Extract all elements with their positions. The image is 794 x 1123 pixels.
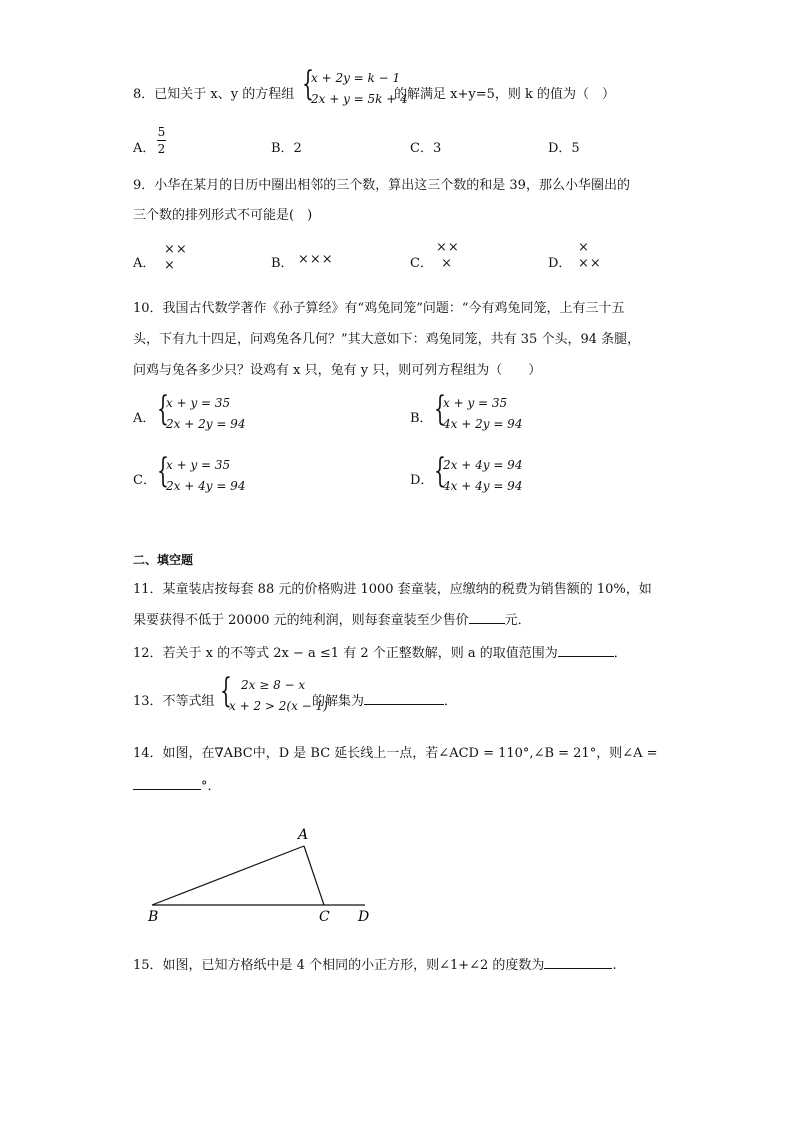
q9-option-c-marks: ×× ×: [436, 240, 460, 271]
q11-line1: 11．某童装店按每套 88 元的价格购进 1000 套童装，应缴纳的税费为销售额的 10%，如: [133, 582, 652, 597]
brace-icon: {: [220, 671, 232, 711]
q13-end: ．: [444, 694, 458, 709]
q9-option-c-label: C．: [410, 256, 433, 271]
q14-triangle-figure: [140, 822, 400, 932]
brace-icon: {: [302, 64, 314, 104]
q8-eq1: x + 2y = k − 1: [311, 71, 401, 85]
q10-option-c-label: C．: [133, 473, 156, 488]
q9-option-a-marks: ×× ×: [164, 242, 188, 273]
q10-option-d-eq1: 2x + 4y = 94: [443, 458, 523, 472]
segment-ac: [304, 846, 324, 905]
q14-end: °．: [201, 779, 221, 794]
q10-option-b-eq2: 4x + 2y = 94: [443, 417, 523, 431]
q10-option-d-label: D．: [410, 473, 434, 488]
q14-answer-blank[interactable]: [133, 777, 201, 790]
q10-option-a-eq1: x + y = 35: [166, 396, 231, 410]
q9-option-d-marks: × ××: [578, 240, 602, 271]
q13-text-before: 13．不等式组: [133, 694, 215, 709]
brace-icon: {: [434, 451, 446, 491]
q9-option-b-label: B．: [271, 256, 294, 271]
q13-answer-blank[interactable]: [364, 692, 444, 705]
label-c: C: [319, 909, 330, 925]
q15-text: 15．如图，已知方格纸中是 4 个相同的小正方形，则∠1+∠2 的度数为: [133, 958, 545, 973]
segment-ba: [152, 846, 304, 905]
q15-answer-blank[interactable]: [544, 956, 612, 969]
q15-end: .: [612, 958, 617, 973]
q10-option-b-eq1: x + y = 35: [443, 396, 508, 410]
brace-icon: {: [434, 389, 446, 429]
brace-icon: {: [157, 389, 169, 429]
q8-text-before: 8．已知关于 x、y 的方程组: [133, 87, 295, 102]
q12-answer-blank[interactable]: [558, 644, 614, 657]
q10-option-d-eq2: 4x + 4y = 94: [443, 479, 523, 493]
q13-eq2: x + 2 > 2(x − 1): [229, 699, 328, 713]
q10-option-b-label: B．: [410, 411, 433, 426]
fraction-bar: [157, 140, 166, 141]
q10-line3: 问鸡与兔各多少只？设鸡有 x 只，兔有 y 只，则可列方程组为（ ）: [133, 363, 542, 378]
fraction-denominator: 2: [157, 142, 166, 156]
q10-option-c-eq1: x + y = 35: [166, 458, 231, 472]
q11-line2: [133, 609, 531, 628]
q8-text-after: 的解满足 x+y=5，则 k 的值为（ ）: [394, 87, 616, 102]
q11-line2-end: 元．: [504, 613, 531, 628]
q10-option-c-eq2: 2x + 4y = 94: [166, 479, 246, 493]
q13-eq1: 2x ≥ 8 − x: [241, 678, 306, 692]
label-a: A: [298, 827, 309, 843]
q8-option-a-label: A．: [133, 141, 156, 156]
q10-option-a-label: A．: [133, 411, 156, 426]
q14-line2: [133, 775, 221, 794]
q9-line1: 9．小华在某月的日历中圈出相邻的三个数，算出这三个数的和是 39，那么小华圈出的: [133, 178, 630, 193]
q15-line: [133, 954, 617, 973]
q8-option-c: C．3: [410, 141, 442, 156]
q13-text-after: [312, 690, 457, 709]
label-b: B: [148, 909, 159, 925]
q11-answer-blank[interactable]: [469, 611, 505, 624]
q9-line2: 三个数的排列形式不可能是( ): [133, 208, 313, 223]
q8-eq2: 2x + y = 5k + 4: [311, 92, 408, 106]
q8-option-b: B．2: [271, 141, 302, 156]
q8-option-a-fraction: [157, 125, 166, 156]
q12-text: 12．若关于 x 的不等式 2x − a ≤1 有 2 个正整数解，则 a 的取值范围为: [133, 646, 558, 661]
q9-option-b-marks: ×××: [298, 252, 334, 267]
fraction-numerator: 5: [157, 125, 166, 139]
q9-option-a-label: A．: [133, 256, 156, 271]
label-d: D: [358, 909, 370, 925]
brace-icon: {: [157, 451, 169, 491]
q10-option-a-eq2: 2x + 2y = 94: [166, 417, 246, 431]
q14-line1: 14．如图，在∇ABC中，D 是 BC 延长线上一点，若∠ACD = 110°,∠B = 21°，则∠A =: [133, 746, 658, 761]
q12-line: [133, 642, 627, 661]
q11-line2-text: 果要获得不低于 20000 元的纯利润，则每套童装至少售价: [133, 613, 469, 628]
q10-line2: 头，下有九十四足，问鸡兔各几何？”其大意如下：鸡兔同笼，共有 35 个头，94 条腿，: [133, 332, 641, 347]
q9-option-d-label: D．: [548, 256, 572, 271]
q13-after-text: 的解集为: [312, 694, 365, 709]
q8-option-d: D．5: [548, 141, 580, 156]
q10-line1: 10．我国古代数学著作《孙子算经》有“鸡兔同笼”问题：“今有鸡兔同笼，上有三十五: [133, 301, 625, 316]
q12-end: ．: [613, 646, 627, 661]
section-title: 二、填空题: [133, 553, 194, 567]
